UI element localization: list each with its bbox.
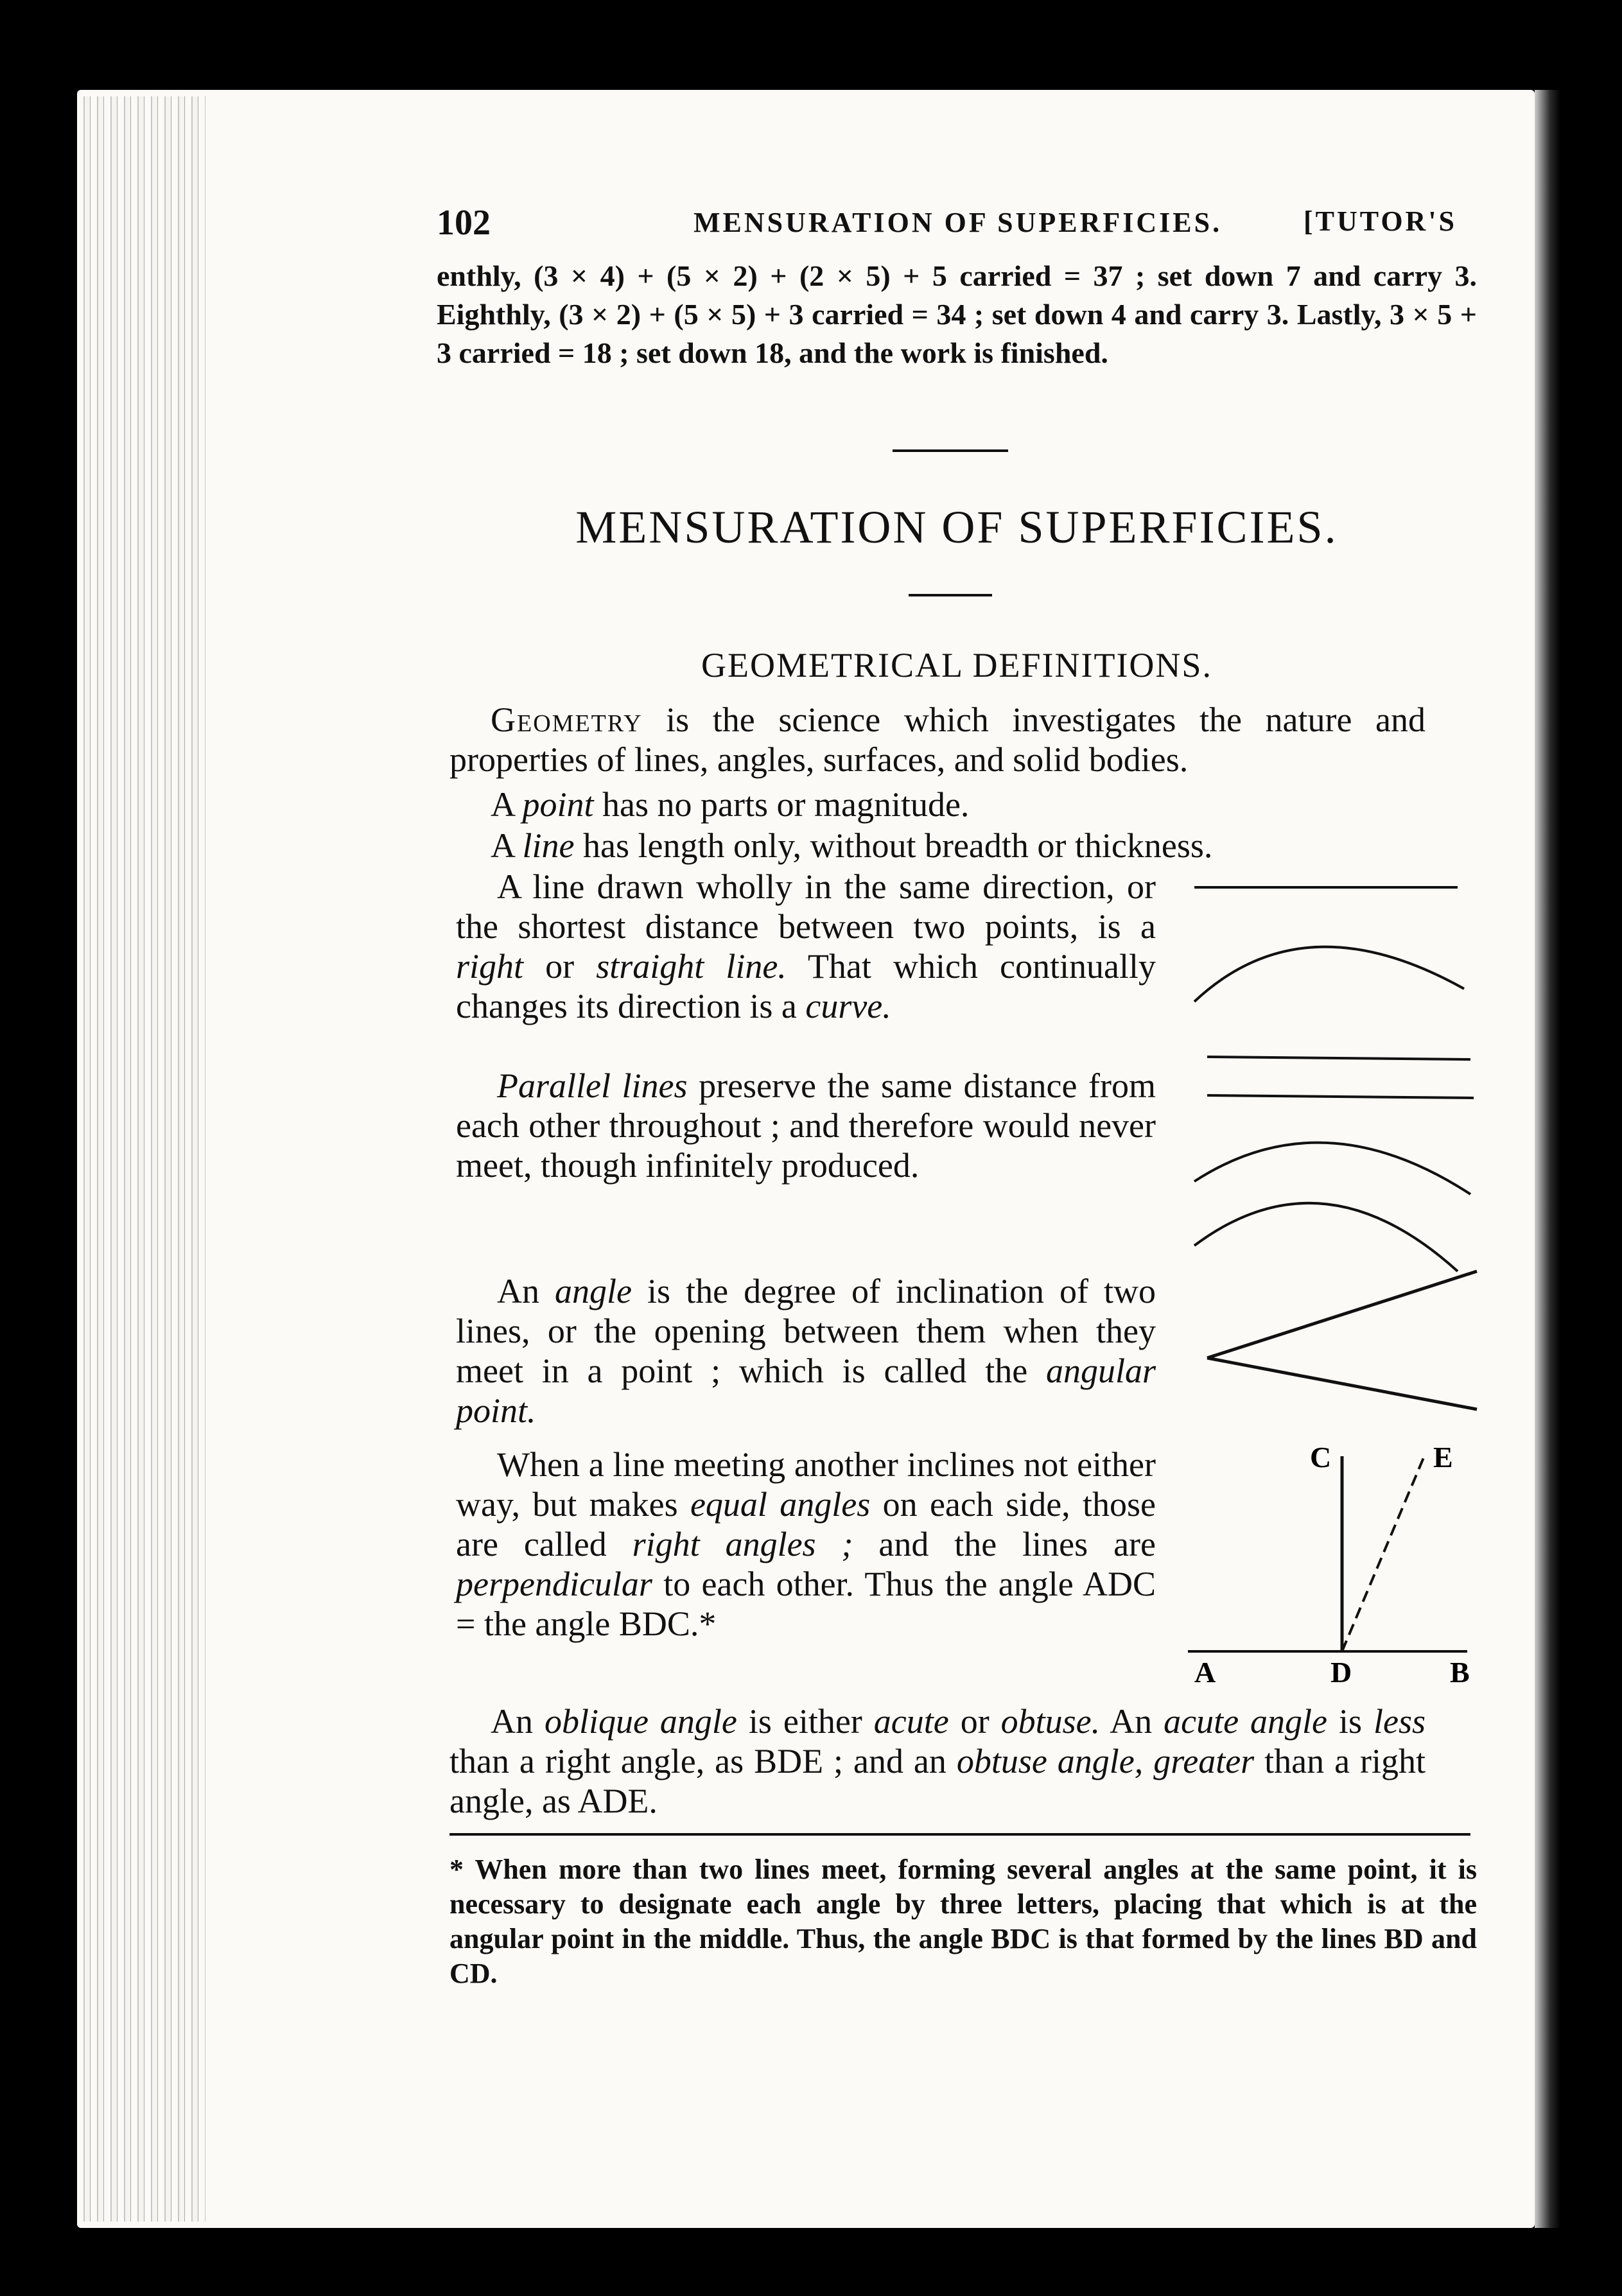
paragraph-line (449, 826, 1426, 865)
text-line-pre: A (491, 826, 523, 865)
text-right-angle-mid2: and the lines are (853, 1525, 1156, 1563)
paragraph-geometry (449, 700, 1426, 779)
term-straight-line: straight line. (596, 947, 787, 986)
term-point: point (522, 785, 594, 824)
paragraph-angle (456, 1271, 1156, 1431)
title-divider (909, 594, 992, 596)
text-oblique-mid2: or (948, 1702, 1001, 1741)
parallel-line-2 (1207, 1095, 1474, 1098)
term-less: less (1373, 1702, 1426, 1741)
text-right-angle-pre: When a line meeting another inclines not either way, but makes (456, 1445, 1156, 1524)
label-d: D (1330, 1656, 1352, 1689)
text-angle-pre: An (497, 1272, 555, 1310)
text-straight-mid: or (523, 947, 597, 986)
term-geometry: Geometry (491, 700, 643, 739)
angle-line-lower (1207, 1358, 1477, 1409)
term-equal-angles: equal angles (690, 1485, 871, 1524)
term-parallel-lines: Parallel lines (497, 1066, 688, 1105)
section-divider (893, 449, 1008, 452)
term-right-angles: right angles ; (632, 1525, 853, 1563)
text-geometry: is the science which investigates the nature and properties of lines, angles, surfaces, and solid bodies. (449, 700, 1426, 779)
text-oblique-pre: An (491, 1702, 545, 1741)
text-oblique-mid5: than a right angle, as BDE ; and an (449, 1742, 957, 1780)
text-angle-mid: is the degree of inclination of two lines, or the opening between them when they meet in a point ; which is called the (456, 1272, 1156, 1390)
parallel-curve-2 (1194, 1203, 1458, 1271)
paragraph-right-angle (456, 1445, 1156, 1644)
subsection-title: GEOMETRICAL DEFINITIONS. (701, 646, 1212, 684)
curve-figure (1194, 947, 1464, 1002)
text-oblique-mid3: An (1100, 1702, 1164, 1741)
text-right-angle-post: to each other. Thus the angle ADC = the angle BDC.* (456, 1565, 1156, 1643)
paragraph-parallel (456, 1066, 1156, 1185)
text-parallel: preserve the same distance from each other throughout ; and therefore would never meet, though infinitely produced. (456, 1066, 1156, 1185)
term-perpendicular: perpendicular (456, 1565, 652, 1603)
line-de (1342, 1456, 1424, 1651)
parallel-line-1 (1207, 1057, 1470, 1059)
geometry-figures (1182, 867, 1483, 1701)
text-straight-post: That which continually changes its direction is a (456, 947, 1156, 1025)
term-obtuse: obtuse. (1000, 1702, 1101, 1741)
label-c: C (1310, 1441, 1332, 1474)
label-b: B (1450, 1656, 1470, 1689)
text-straight-pre: A line drawn wholly in the same direction, or the shortest distance between two points, is a (456, 867, 1156, 946)
term-angular-point: angular point. (456, 1352, 1156, 1430)
label-e: E (1433, 1441, 1453, 1474)
binding-shadow (1535, 90, 1560, 2228)
running-title: MENSURATION OF SUPERFICIES. (693, 207, 1223, 238)
parallel-curve-1 (1194, 1143, 1470, 1194)
term-acute-angle: acute angle (1164, 1702, 1328, 1741)
carryover-paragraph: enthly, (3 × 4) + (5 × 2) + (2 × 5) + 5 carried = 37 ; set down 7 and carry 3. Eighthly, (3 × 2) + (5 × 5) + 3 carried = 34 ; set down 4 and carry 3. Lastly, 3 × 5 + 3 carried = 18 ; set down 18, and the work is finished. (437, 259, 1477, 369)
footnote: * When more than two lines meet, forming several angles at the same point, it is necessary to designate each angle by three letters, placing that which is at the angular point in the middle. Thus, the angle BDC is that formed by the lines BD and CD. (449, 1854, 1477, 1989)
section-title: MENSURATION OF SUPERFICIES. (575, 501, 1338, 553)
footnote-rule (449, 1833, 1470, 1836)
text-oblique-post: than a right angle, as ADE. (449, 1742, 1426, 1820)
page-edges (77, 96, 205, 2222)
text-oblique-mid1: is either (737, 1702, 874, 1741)
text-point: has no parts or magnitude. (593, 785, 970, 824)
term-right: right (456, 947, 524, 986)
text-oblique-mid4: is (1327, 1702, 1373, 1741)
term-curve: curve. (805, 987, 891, 1025)
text-point-pre: A (491, 785, 523, 824)
text-oblique-mid6 (1143, 1742, 1153, 1780)
paragraph-point (449, 785, 1426, 824)
paragraph-oblique (449, 1701, 1426, 1821)
angle-line-upper (1207, 1271, 1477, 1358)
term-oblique-angle: oblique angle (544, 1702, 737, 1741)
term-line: line (522, 826, 575, 865)
text-right-angle-mid1: on each side, those are called (456, 1485, 1156, 1563)
term-greater: greater (1153, 1742, 1255, 1780)
term-obtuse-angle: obtuse angle, (956, 1742, 1144, 1780)
running-right-mark: [TUTOR'S (1304, 205, 1458, 237)
page-number: 102 (437, 203, 491, 243)
text-line: has length only, without breadth or thickness. (574, 826, 1213, 865)
term-acute: acute (873, 1702, 949, 1741)
label-a: A (1194, 1656, 1216, 1689)
term-angle: angle (555, 1272, 632, 1310)
paragraph-straight-line (456, 867, 1156, 1026)
